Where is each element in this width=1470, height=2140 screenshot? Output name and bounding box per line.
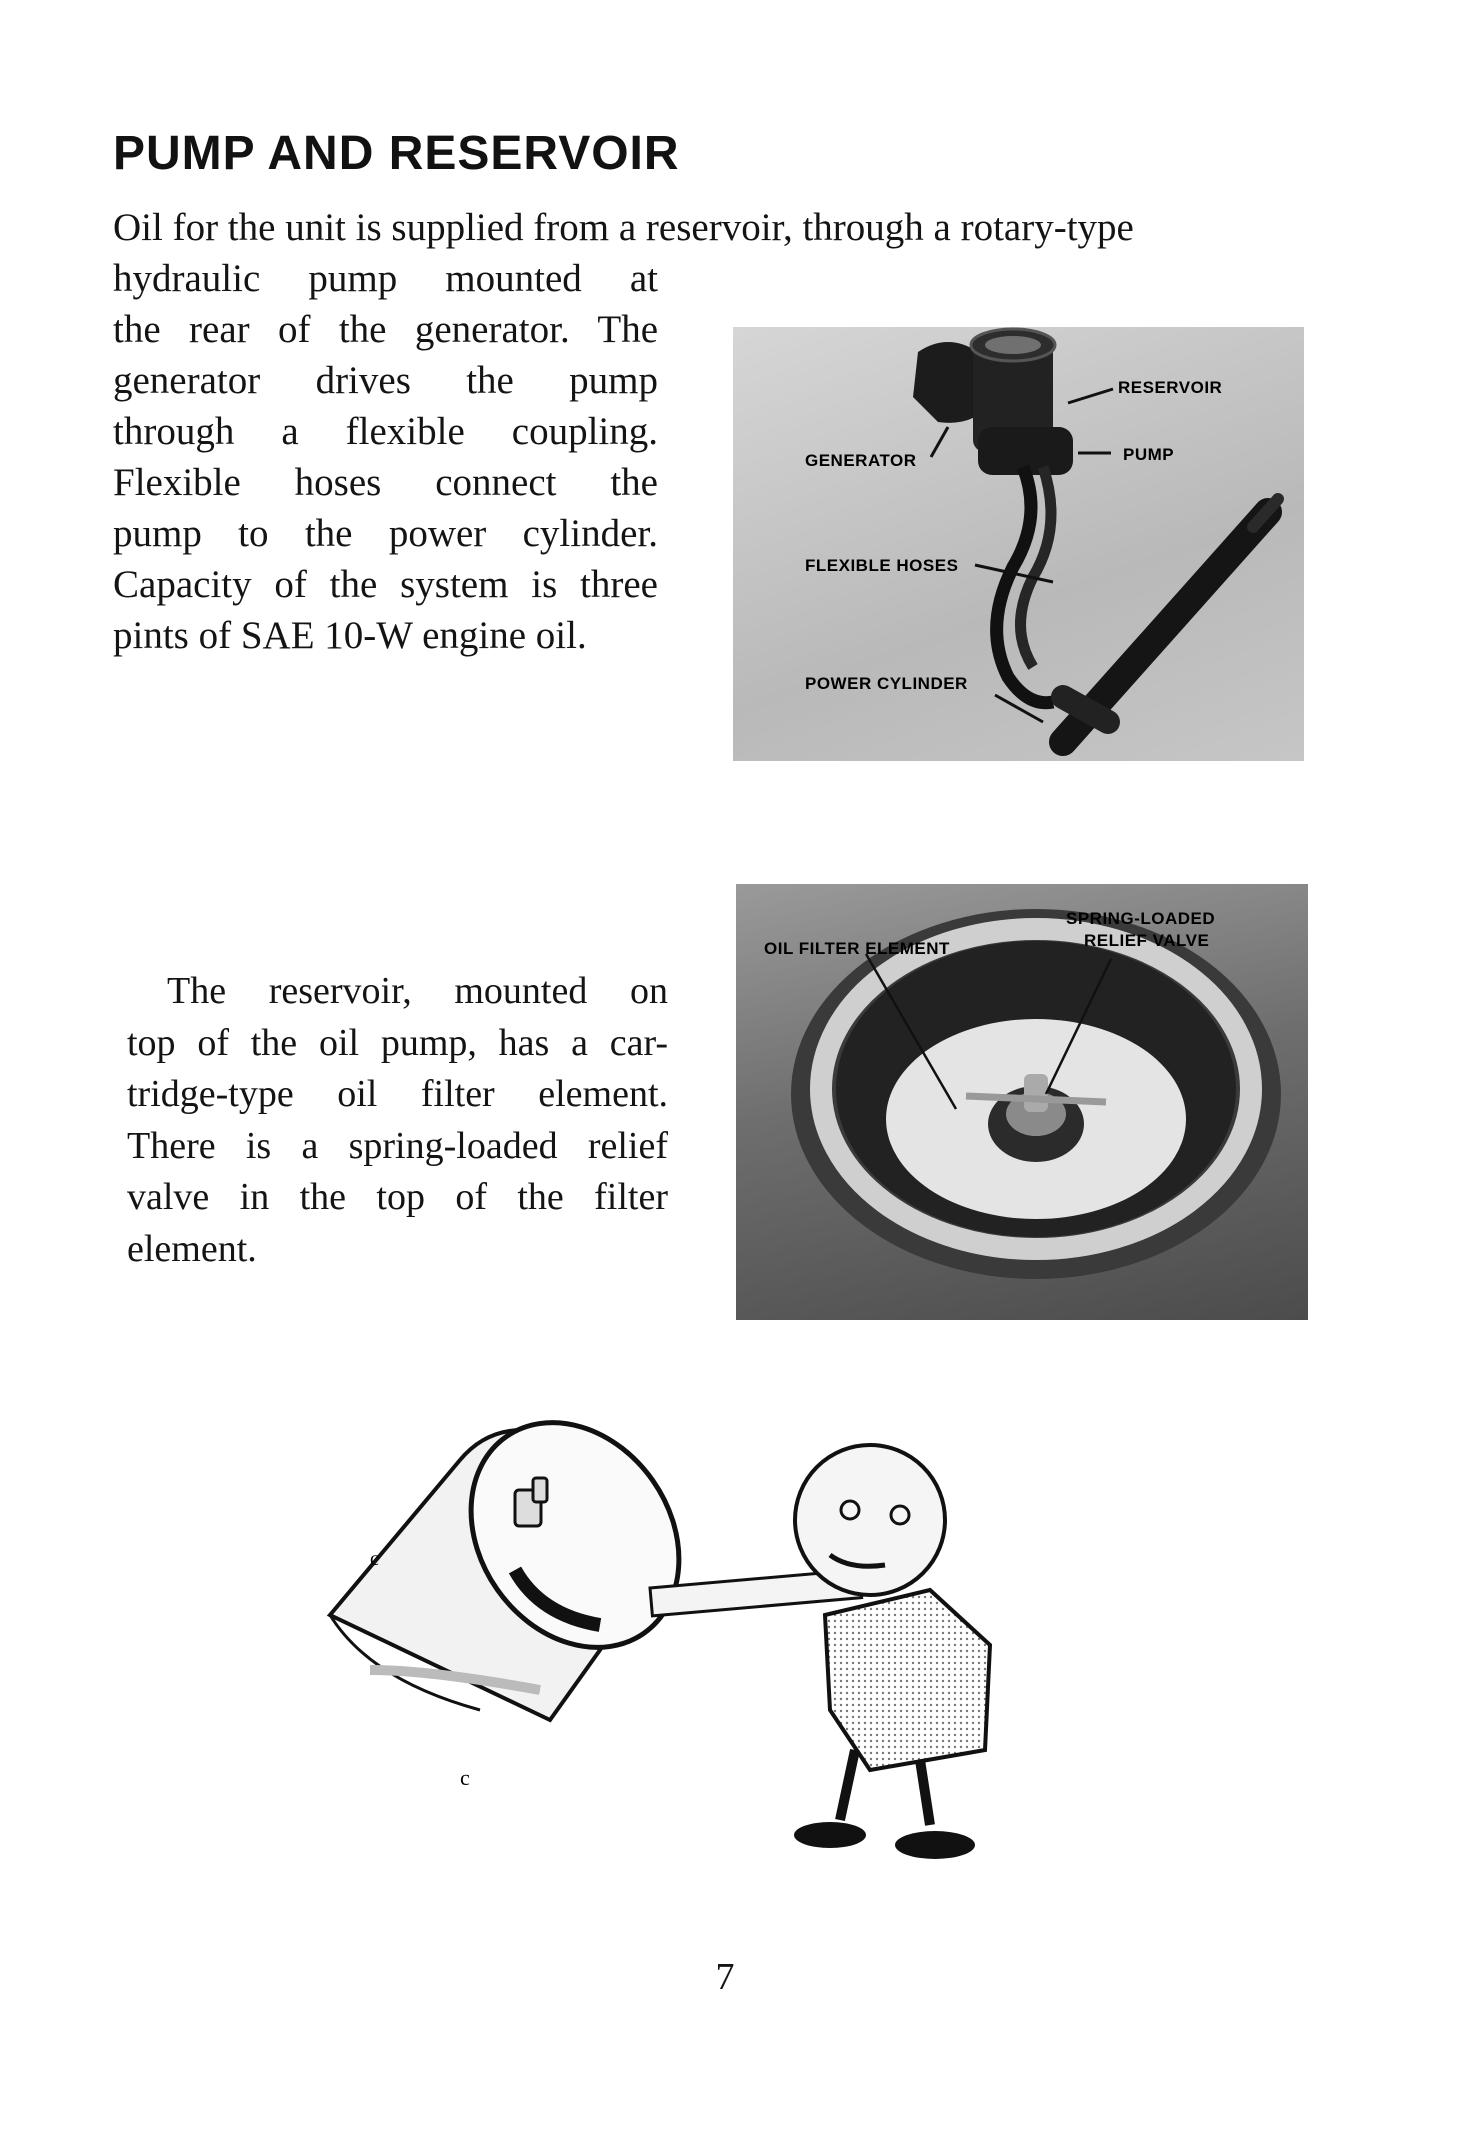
paragraph-reservoir-description: [127, 966, 668, 1275]
paragraph-line: top of the oil pump, has a car-: [127, 1021, 668, 1064]
paragraph-line: Capacity of the system is three: [113, 563, 658, 606]
pump-assembly-photo: [733, 327, 1304, 761]
generator-label: GENERATOR: [805, 451, 917, 470]
svg-text:c: c: [370, 1548, 379, 1570]
page-title: PUMP AND RESERVOIR: [113, 127, 680, 180]
svg-text:c: c: [460, 1765, 470, 1790]
relief-valve-label-line1: SPRING-LOADED: [1066, 909, 1216, 928]
reservoir-label: RESERVOIR: [1118, 378, 1223, 397]
paragraph-line: through a flexible coupling.: [113, 410, 658, 453]
paragraph-line: valve in the top of the filter: [127, 1176, 668, 1218]
paragraph-line: hydraulic pump mounted at: [113, 257, 658, 300]
power-cylinder-label: POWER CYLINDER: [805, 674, 968, 693]
mascot-cartoon-illustration: [310, 1420, 1040, 2140]
pump-label: PUMP: [1123, 445, 1175, 464]
paragraph-line: element.: [127, 1227, 257, 1270]
paragraph-line: pints of SAE 10-W engine oil.: [113, 614, 587, 657]
paragraph-line: tridge-type oil filter element.: [127, 1073, 668, 1115]
paragraph-line: Flexible hoses connect the: [113, 461, 658, 504]
page-number: 7: [715, 1956, 735, 1998]
paragraph-line: The reservoir, mounted on: [167, 970, 668, 1012]
paragraph-line: generator drives the pump: [113, 359, 658, 402]
paragraph-pump-description: [113, 253, 658, 661]
paragraph-line: There is a spring-loaded relief: [127, 1124, 668, 1167]
flexible-hoses-label: FLEXIBLE HOSES: [805, 556, 959, 575]
relief-valve-label-line2: RELIEF VALVE: [1084, 931, 1210, 950]
oil-filter-element-label: OIL FILTER ELEMENT: [764, 939, 950, 958]
reservoir-filter-photo: [736, 884, 1308, 1320]
paragraph-line: the rear of the generator. The: [113, 308, 658, 351]
paragraph-line: pump to the power cylinder.: [113, 512, 658, 555]
intro-line: Oil for the unit is supplied from a reservoir, through a rotary-type: [113, 206, 1134, 249]
